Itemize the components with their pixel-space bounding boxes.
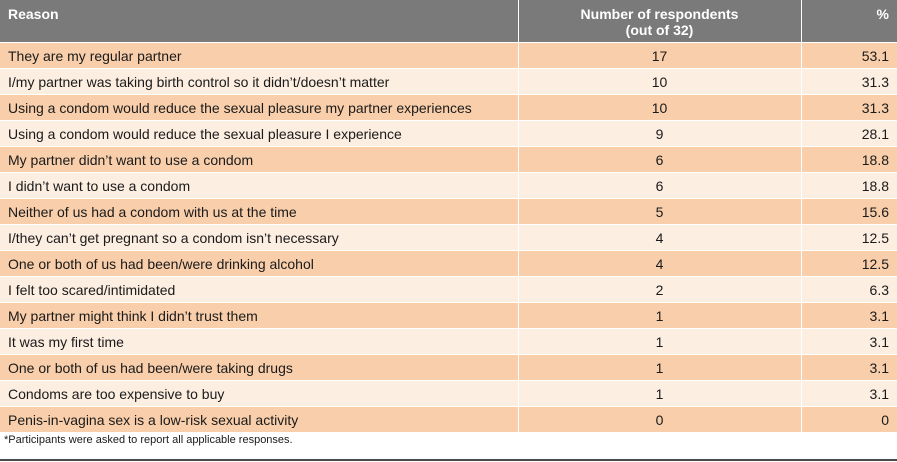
cell-reason: Penis-in-vagina sex is a low-risk sexual activity [0, 407, 518, 433]
cell-reason: I didn’t want to use a condom [0, 173, 518, 199]
cell-respondent-count: 4 [518, 251, 801, 277]
cell-reason: Condoms are too expensive to buy [0, 381, 518, 407]
table-row [0, 199, 897, 225]
header-number-of-respondents [518, 0, 801, 43]
cell-respondent-count: 0 [518, 407, 801, 433]
table-row [0, 225, 897, 251]
cell-percent: 6.3 [801, 277, 897, 303]
cell-respondent-count: 5 [518, 199, 801, 225]
cell-percent: 3.1 [801, 355, 897, 381]
cell-reason: My partner might think I didn’t trust them [0, 303, 518, 329]
header-respondents-line1: Number of respondents [580, 6, 739, 22]
cell-respondent-count: 10 [518, 95, 801, 121]
cell-respondent-count: 1 [518, 329, 801, 355]
cell-percent: 3.1 [801, 381, 897, 407]
cell-percent: 31.3 [801, 95, 897, 121]
cell-respondent-count: 2 [518, 277, 801, 303]
cell-reason: One or both of us had been/were taking drugs [0, 355, 518, 381]
table-row [0, 329, 897, 355]
cell-respondent-count: 1 [518, 355, 801, 381]
cell-percent: 15.6 [801, 199, 897, 225]
cell-percent: 28.1 [801, 121, 897, 147]
cell-respondent-count: 9 [518, 121, 801, 147]
table-body [0, 43, 897, 433]
table-row [0, 277, 897, 303]
header-respondents-line2: (out of 32) [625, 22, 694, 38]
cell-respondent-count: 6 [518, 173, 801, 199]
footnote: *Participants were asked to report all applicable responses. [4, 434, 293, 446]
cell-percent: 18.8 [801, 147, 897, 173]
table-row [0, 173, 897, 199]
cell-percent: 18.8 [801, 173, 897, 199]
cell-respondent-count: 4 [518, 225, 801, 251]
cell-percent: 0 [801, 407, 897, 433]
cell-percent: 53.1 [801, 43, 897, 69]
cell-reason: I/they can’t get pregnant so a condom isn’t necessary [0, 225, 518, 251]
cell-reason: Using a condom would reduce the sexual pleasure my partner experiences [0, 95, 518, 121]
cell-respondent-count: 1 [518, 381, 801, 407]
header-percent: % [801, 0, 897, 43]
cell-respondent-count: 1 [518, 303, 801, 329]
cell-percent: 12.5 [801, 225, 897, 251]
cell-reason: I/my partner was taking birth control so it didn’t/doesn’t matter [0, 69, 518, 95]
table-row [0, 43, 897, 69]
cell-reason: It was my first time [0, 329, 518, 355]
table-row [0, 95, 897, 121]
cell-reason: My partner didn’t want to use a condom [0, 147, 518, 173]
cell-percent: 3.1 [801, 303, 897, 329]
header-reason: Reason [0, 0, 518, 43]
table-row [0, 355, 897, 381]
bottom-divider [0, 459, 897, 461]
table-row [0, 147, 897, 173]
cell-percent: 31.3 [801, 69, 897, 95]
table-row [0, 303, 897, 329]
cell-reason: They are my regular partner [0, 43, 518, 69]
cell-reason: Using a condom would reduce the sexual pleasure I experience [0, 121, 518, 147]
table-row [0, 251, 897, 277]
cell-percent: 12.5 [801, 251, 897, 277]
table-row [0, 407, 897, 433]
table-header-row [0, 0, 897, 43]
cell-respondent-count: 6 [518, 147, 801, 173]
cell-respondent-count: 10 [518, 69, 801, 95]
cell-respondent-count: 17 [518, 43, 801, 69]
cell-reason: I felt too scared/intimidated [0, 277, 518, 303]
cell-reason: One or both of us had been/were drinking alcohol [0, 251, 518, 277]
table-row [0, 69, 897, 95]
cell-reason: Neither of us had a condom with us at the time [0, 199, 518, 225]
table-row [0, 381, 897, 407]
table-row [0, 121, 897, 147]
cell-percent: 3.1 [801, 329, 897, 355]
